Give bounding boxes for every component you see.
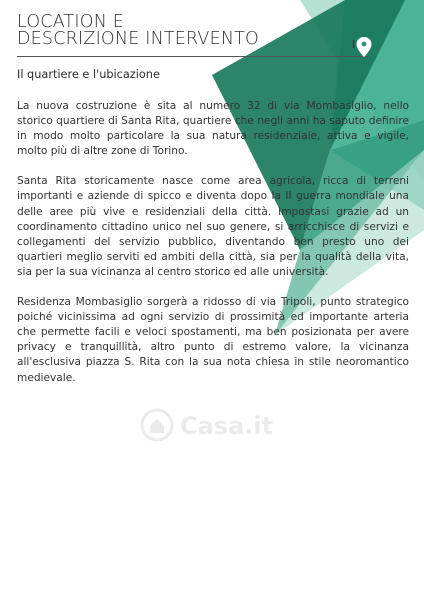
casa-logo-icon <box>140 408 174 442</box>
section-subtitle: Il quartiere e l'ubicazione <box>17 68 160 81</box>
paragraph-history: Santa Rita storicamente nasce come area agricola, ricca di terreni importanti e aziende di spicco e diventa dopo la II guerra mondiale una delle aree più vive e residenziali della città. Impostasi grazie ad un coordinamento cittadino unico nel suo genere, si arricchisce di servizi e collegamenti del servizio pubblico, diventando ben presto uno dei quartieri meglio serviti ed ambiti della città, sia per la qualità della vita, sia per la sua vicinanza al centro storico ed alle università. <box>17 175 409 278</box>
location-pin-icon <box>356 37 372 57</box>
body-text <box>17 99 409 401</box>
page-title <box>17 14 259 48</box>
page-title-line-2: DESCRIZIONE INTERVENTO <box>17 29 260 49</box>
page-number: I <box>352 38 356 51</box>
paragraph-residence: Residenza Mombasiglio sorgerà a ridosso di via Tripoli, punto strategico poiché vicinissima ad ogni servizio di prossimità ed importante arteria che permette facili e veloci spostamenti, ma ben posizionata per avere privacy e tranquillità, altro punto di estremo valore, la vicinanza all'esclusiva piazza S. Rita con la sua nota chiesa in stile neoromantico medievale. <box>17 296 409 384</box>
watermark-text: Casa.it <box>180 412 274 440</box>
paragraph-location: La nuova costruzione è sita al numero 32 di via Mombasiglio, nello storico quartiere di Santa Rita, quartiere che negli anni ha saputo definire in modo molto particolare la sua natura residenziale, attiva e vigile, molto più di altre zone di Torino. <box>17 100 409 158</box>
page-title-line-1: LOCATION E <box>17 12 125 32</box>
title-divider <box>17 56 369 57</box>
casa-watermark <box>140 408 285 444</box>
